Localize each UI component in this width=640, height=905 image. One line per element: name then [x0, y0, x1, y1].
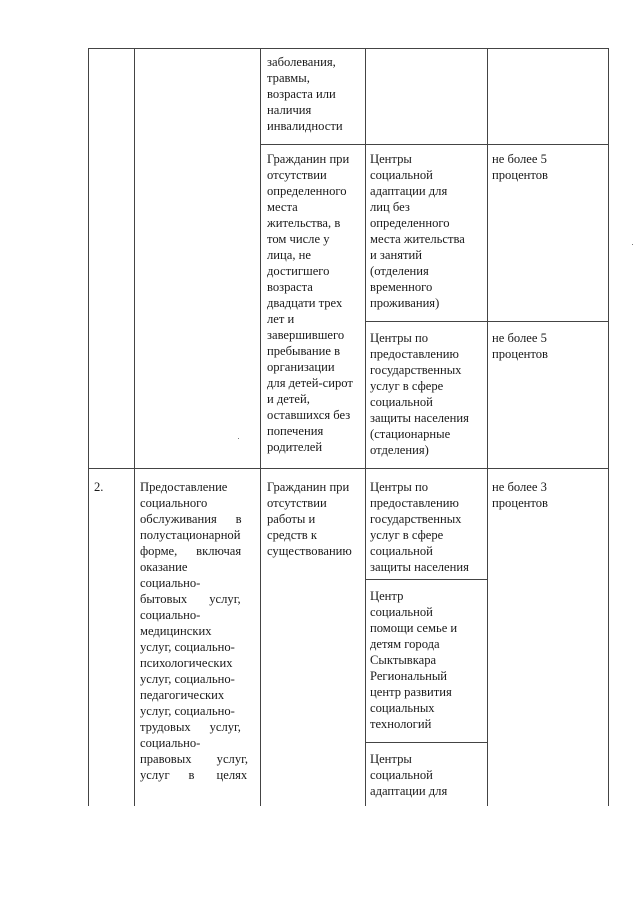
limit-cell-state-services-stationary: не более 5 процентов	[492, 331, 548, 361]
row-divider-row2-provider-2	[365, 579, 487, 580]
row-number-2: 2.	[94, 480, 104, 494]
limit-cell-adaptation-centers: не более 5 процентов	[492, 152, 548, 182]
service-description-cell: Предоставление социального обслуживания в полустационарной форме, включая оказание социально- бытовых услуг, социально- медицинских услуг, социально- психологических услуг, социально- педагогических услуг, социально- трудовых услуг, социально- правовых услуг, услуг в целях	[140, 480, 249, 782]
provider-cell-state-services: Центры по предоставлению государственных услуг в сфере социальной защиты населения	[370, 480, 469, 574]
table-border-left	[88, 48, 89, 806]
row-divider-row2	[88, 468, 608, 469]
column-divider-2	[260, 48, 261, 806]
table-border-right	[608, 48, 609, 806]
row-divider-row2-provider-3	[365, 742, 487, 743]
provider-cell-state-services-stationary: Центры по предоставлению государственных услуг в сфере социальной защиты населения (стационарные отделения)	[370, 331, 469, 457]
column-divider-3	[365, 48, 366, 806]
provider-cell-adaptation-centers-2: Центры социальной адаптации для	[370, 752, 448, 798]
table-top-border	[88, 48, 608, 49]
limit-cell-state-services: не более 3 процентов	[492, 480, 548, 510]
scan-speck	[238, 438, 239, 439]
provider-cell-family-center: Центр социальной помощи семье и детям города Сыктывкара Региональный центр развития социальных технологий	[370, 589, 458, 731]
row-divider-providers	[365, 321, 608, 322]
category-cell-homeless: Гражданин при отсутствии определенного места жительства, в том числе у лица, не достигшего возраста двадцати трех лет и завершившего пребывание в организации для детей-сирот и детей, оставшихся без попечения родителей	[267, 152, 353, 454]
services-table	[88, 48, 608, 806]
row-divider-continued	[260, 144, 608, 145]
category-cell-continued: заболевания, травмы, возраста или наличия инвалидности	[267, 55, 343, 133]
provider-cell-adaptation-centers: Центры социальной адаптации для лиц без определенного места жительства и занятий (отделения временного проживания)	[370, 152, 465, 310]
column-divider-1	[134, 48, 135, 806]
scan-speck	[632, 244, 633, 245]
category-cell-unemployed: Гражданин при отсутствии работы и средств к существованию	[267, 480, 352, 558]
column-divider-4	[487, 48, 488, 806]
